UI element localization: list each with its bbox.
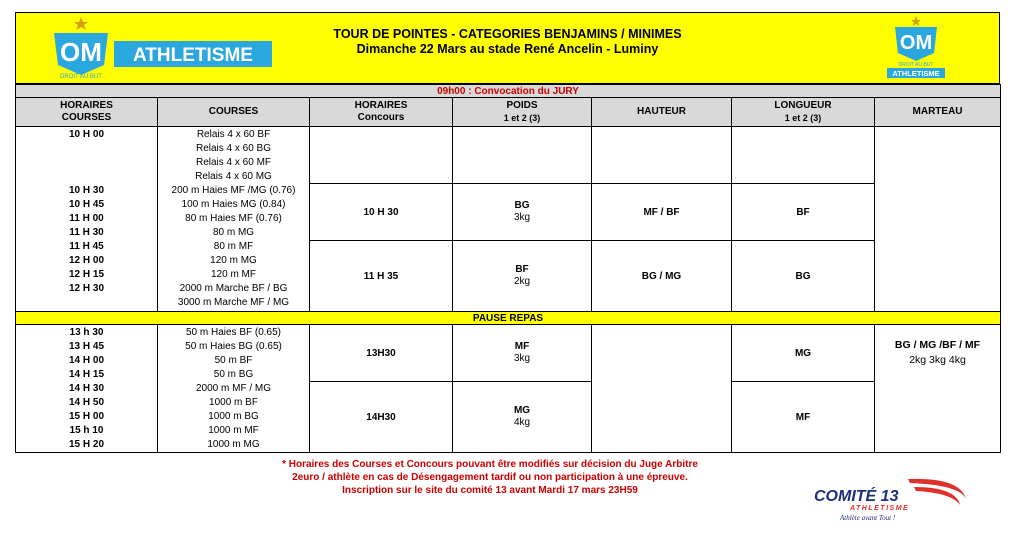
poids-cell-4: MG 4kg xyxy=(453,382,592,453)
afternoon-times: 13 h 30 13 H 45 14 H 00 14 H 15 14 H 30 14 H 50 15 H 00 15 h 10 15 H 20 xyxy=(16,325,158,453)
convocation-banner: 09h00 : Convocation du JURY xyxy=(16,85,1001,98)
concours-time-4: 14H30 xyxy=(310,382,453,453)
longueur-cell-2: BG xyxy=(732,241,875,312)
morning-times: 10 H 00 10 H 30 10 H 45 11 H 00 11 H 30 11 H 45 12 H 00 12 H 15 12 H 30 xyxy=(16,127,158,312)
concours-time-2: 11 H 35 xyxy=(310,241,453,312)
longueur-cell-4: MF xyxy=(732,382,875,453)
schedule-table xyxy=(15,84,1001,453)
col-horaires-courses: HORAIRES COURSES xyxy=(16,98,158,127)
comite-sub: ATHLETISME xyxy=(850,505,910,512)
footer-notes xyxy=(190,458,790,497)
poids-cell-1: BG 3kg xyxy=(453,184,592,241)
marteau-morning-empty xyxy=(875,127,1001,312)
col-marteau: MARTEAU xyxy=(875,98,1001,127)
poids-cell-2: BF 2kg xyxy=(453,241,592,312)
title-line-2: Dimanche 22 Mars au stade René Ancelin - Luminy xyxy=(356,42,659,56)
col-longueur: LONGUEUR 1 et 2 (3) xyxy=(732,98,875,127)
concours-time-1: 10 H 30 xyxy=(310,184,453,241)
concours-time-3: 13H30 xyxy=(310,325,453,382)
small-crest-letters: OM xyxy=(899,32,933,54)
col-courses: COURSES xyxy=(158,98,310,127)
longueur-cell-3: MG xyxy=(732,325,875,382)
hauteur-afternoon-empty xyxy=(592,325,732,453)
empty-cell xyxy=(732,127,875,184)
col-horaires-concours: HORAIRES Concours xyxy=(310,98,453,127)
brand-text: ATHLETISME xyxy=(133,45,253,66)
empty-cell xyxy=(453,127,592,184)
comite-13-logo xyxy=(810,475,970,523)
small-brand-text: ATHLETISME xyxy=(892,69,940,78)
crest-letters: OM xyxy=(60,37,102,67)
title-line-1: TOUR DE POINTES - CATEGORIES BENJAMINS / MINIMES xyxy=(333,27,682,41)
footer-line-2: 2euro / athlète en cas de Désengagement tardif ou non participation à une épreuve. xyxy=(292,472,688,483)
header-banner xyxy=(15,12,1000,84)
hauteur-cell-1: MF / BF xyxy=(592,184,732,241)
col-hauteur: HAUTEUR xyxy=(592,98,732,127)
morning-courses: Relais 4 x 60 BF Relais 4 x 60 BG Relais 4 x 60 MF Relais 4 x 60 MG 200 m Haies MF /MG (0.76) 100 m Haies MG (0.84) 80 m Haies MF (0.76) 80 m MG 80 m MF 120 m MG 120 m MF 2000 m Marche BF / BG 3000 m Marche MF / MG xyxy=(158,127,310,312)
page-title xyxy=(276,27,739,57)
comite-name: COMITÉ 13 xyxy=(814,488,899,505)
longueur-cell-1: BF xyxy=(732,184,875,241)
motto-text: DROIT AU BUT xyxy=(60,74,102,79)
empty-cell xyxy=(310,127,453,184)
marteau-cell: BG / MG /BF / MF 2kg 3kg 4kg xyxy=(875,325,1001,453)
col-poids: POIDS 1 et 2 (3) xyxy=(453,98,592,127)
footer-line-1: * Horaires des Courses et Concours pouvant être modifiés sur décision du Juge Arbitre xyxy=(282,459,698,470)
empty-cell xyxy=(592,127,732,184)
poids-cell-3: MF 3kg xyxy=(453,325,592,382)
afternoon-courses: 50 m Haies BF (0.65) 50 m Haies BG (0.65) 50 m BF 50 m BG 2000 m MF / MG 1000 m BF 1000 m BG 1000 m MF 1000 m MG xyxy=(158,325,310,453)
schedule-sheet xyxy=(15,12,1000,453)
footer-line-3: Inscription sur le site du comité 13 avant Mardi 17 mars 23H59 xyxy=(342,485,638,496)
comite-slogan: Athlète avant Tout ! xyxy=(840,514,896,522)
small-motto-text: DROIT AU BUT xyxy=(898,62,934,68)
pause-banner: PAUSE REPAS xyxy=(16,312,1001,325)
om-athletisme-logo xyxy=(34,15,274,79)
hauteur-cell-2: BG / MG xyxy=(592,241,732,312)
om-athletisme-small-logo xyxy=(881,15,951,79)
